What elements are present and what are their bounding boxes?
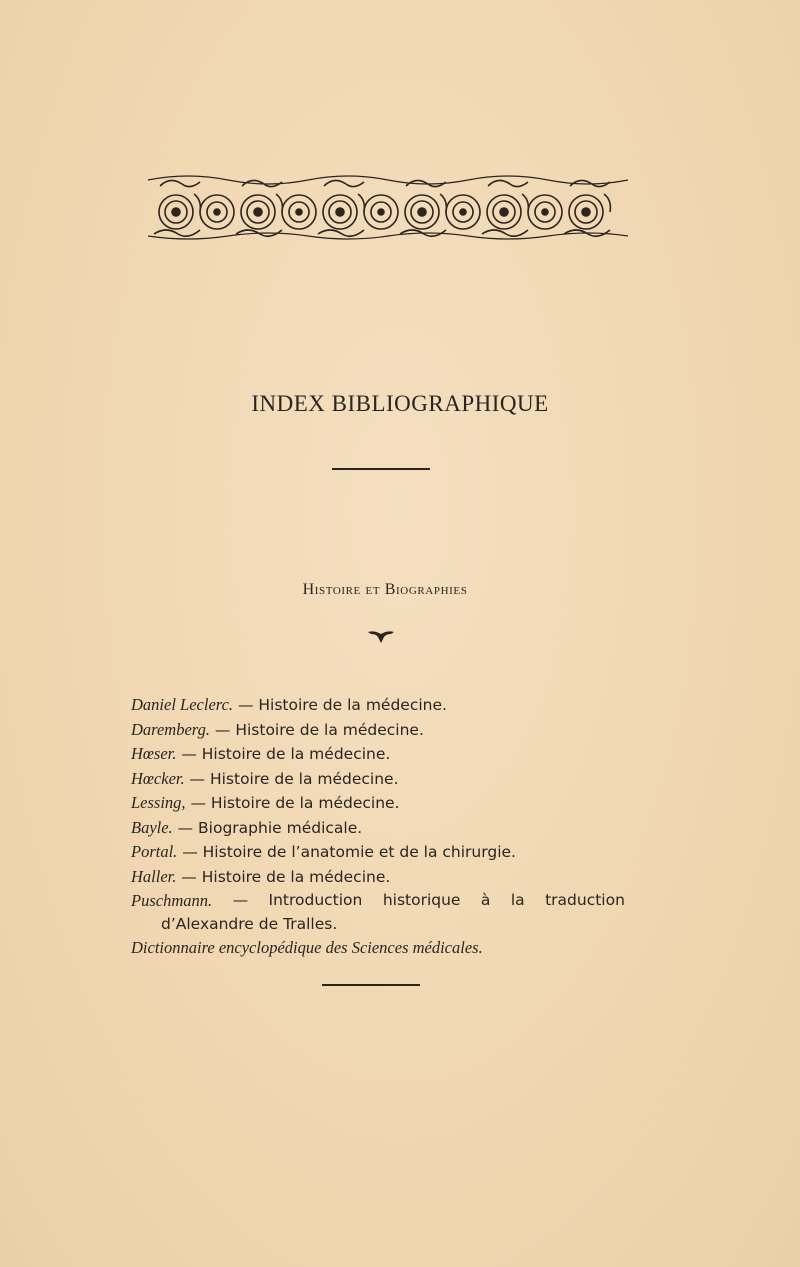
entry-author: Lessing, [131, 793, 186, 812]
entry-word: — [232, 891, 249, 909]
entry-author: Hœser. [131, 744, 177, 763]
fleuron-icon [367, 628, 395, 644]
entry-work: — Histoire de la médecine. [176, 867, 391, 886]
list-item [131, 693, 625, 718]
entry-word: Introduction [268, 891, 363, 909]
entry-work: — Histoire de la médecine. [176, 745, 391, 763]
entry-continuation: d’Alexandre de Tralles. [161, 914, 338, 933]
list-item [131, 889, 625, 913]
list-item [131, 742, 625, 767]
section-word-1: Histoire [302, 581, 361, 598]
entry-word: à [480, 891, 491, 909]
section-heading [0, 581, 770, 599]
list-item [131, 840, 625, 865]
list-item [131, 816, 625, 841]
list-item [131, 718, 625, 743]
entry-work: — Histoire de la médecine. [233, 696, 447, 714]
entry-author: Bayle. [131, 817, 173, 837]
bibliography-list [131, 693, 625, 960]
section-word-3: Biographies [384, 581, 468, 598]
entry-word: historique [382, 891, 461, 909]
entry-word: traduction [545, 891, 625, 909]
end-divider [322, 984, 420, 986]
list-item [131, 767, 625, 792]
entry-author: Puschmann. [131, 891, 213, 910]
list-item [131, 791, 625, 816]
entry-work: — Biographie médicale. [172, 818, 363, 837]
list-item: Dictionnaire encyclopédique des Sciences médicales. [131, 938, 483, 957]
entry-work: — Histoire de la médecine. [184, 769, 399, 788]
entry-author: Portal. [131, 842, 178, 861]
entry-word: la [510, 891, 525, 909]
floral-ornament-band [146, 172, 638, 240]
entry-work: — Histoire de l’anatomie et de la chirurgie. [177, 843, 516, 861]
entry-author: Hœcker. [131, 768, 185, 788]
section-word-2: et [365, 581, 381, 598]
list-item [131, 865, 625, 890]
entry-work: — Histoire de la médecine. [185, 794, 400, 812]
entry-author: Haller. [131, 866, 177, 886]
page-title: INDEX BIBLIOGRAPHIQUE [251, 391, 549, 416]
entry-work: — Histoire de la médecine. [209, 720, 424, 739]
entry-author: Daremberg. [131, 719, 210, 739]
title-divider [332, 468, 430, 470]
entry-author: Daniel Leclerc. [131, 695, 234, 714]
